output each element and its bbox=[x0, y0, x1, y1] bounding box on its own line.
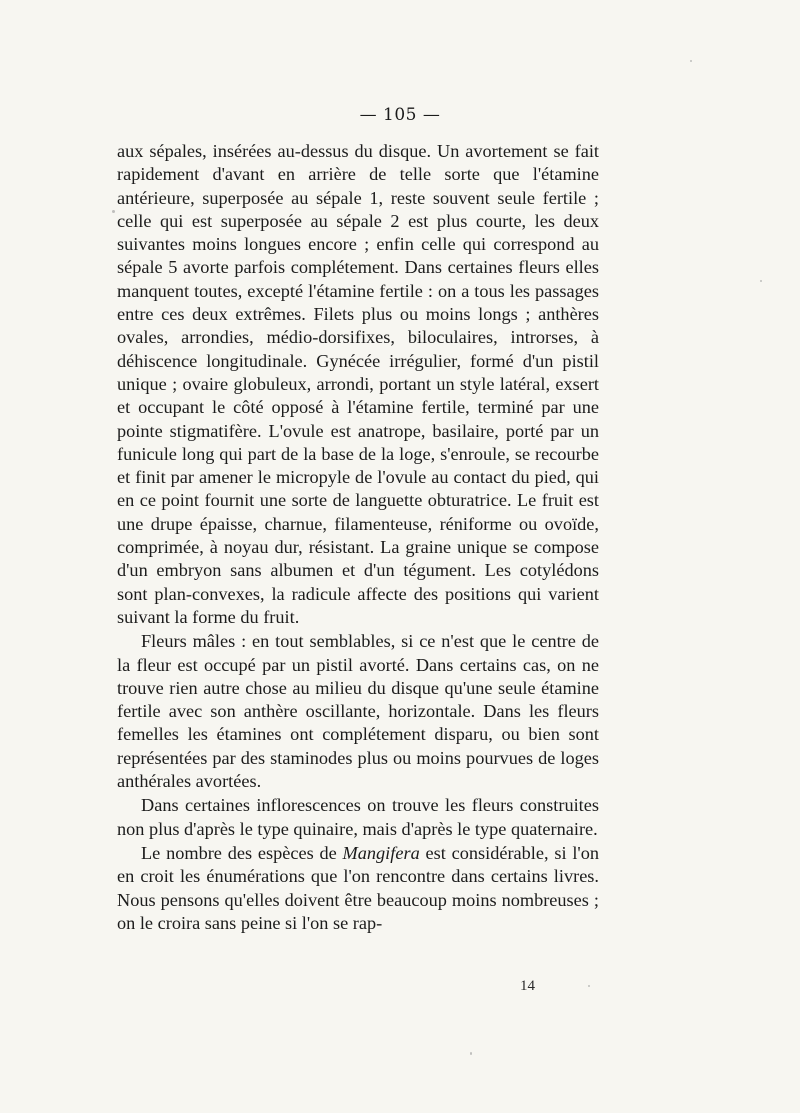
paragraph bbox=[117, 630, 599, 793]
paragraph bbox=[117, 794, 599, 841]
paragraph bbox=[117, 842, 599, 935]
text-run: est considérable, si l'on en croit les énumérations que l'on rencontre dans certains livres. Nous pensons qu'elles doivent être beaucoup moins nombreuses ; on le croira sans peine si l'on se rap- bbox=[117, 842, 599, 933]
page-body bbox=[117, 140, 599, 936]
page-number-header: — 105 — bbox=[359, 105, 441, 125]
paragraph bbox=[117, 140, 599, 629]
signature-mark: 14 bbox=[520, 978, 535, 994]
italic-term: Mangifera bbox=[342, 842, 420, 863]
text-run: Fleurs mâles : en tout semblables, si ce n'est que le centre de la fleur est occupé par un pistil avorté. Dans certains cas, on ne trouve rien autre chose au milieu du disque qu'une seule étamine fertile avec son anthère oscillante, horizontale. Dans les fleurs femelles les étamines ont complétement disparu, ou bien sont représentées par des staminodes plus ou moins pourvues de loges anthérales avortées. bbox=[117, 631, 599, 792]
text-run: Dans certaines inflorescences on trouve les fleurs construites non plus d'après le type quinaire, mais d'après le type quaternaire. bbox=[117, 795, 599, 839]
text-run: Le nombre des espèces de bbox=[141, 842, 343, 863]
text-run: aux sépales, insérées au-dessus du disque. Un avortement se fait rapidement d'avant en arrière de telle sorte que l'étamine antérieure, superposée au sépale 1, reste souvent seule fertile ; celle qui est superposée au sépale 2 est plus courte, les deux suivantes moins longues encore ; enfin celle qui correspond au sépale 5 avorte parfois complétement. Dans certaines fleurs elles manquent toutes, excepté l'étamine fertile : on a tous les passages entre ces deux extrêmes. Filets plus ou moins longs ; anthères ovales, arrondies, médio-dorsifixes, biloculaires, introrses, à déhiscence longitudinale. Gynécée irrégulier, formé d'un pistil unique ; ovaire globuleux, arrondi, portant un style latéral, exsert et occupant le côté opposé à l'étamine fertile, terminé par une pointe stigmatifère. L'ovule est anatrope, basilaire, porté par un funicule long qui part de la base de la loge, s'enroule, se recourbe et finit par amener le micropyle de l'ovule au contact du pied, qui en ce point fournit une sorte de languette obturatrice. Le fruit est une drupe épaisse, charnue, filamenteuse, réniforme ou ovoïde, comprimée, à noyau dur, résistant. La graine unique se compose d'un embryon sans albumen et d'un tégument. Les cotylédons sont plan-convexes, la radicule affecte des positions qui varient suivant la forme du fruit. bbox=[117, 141, 599, 627]
